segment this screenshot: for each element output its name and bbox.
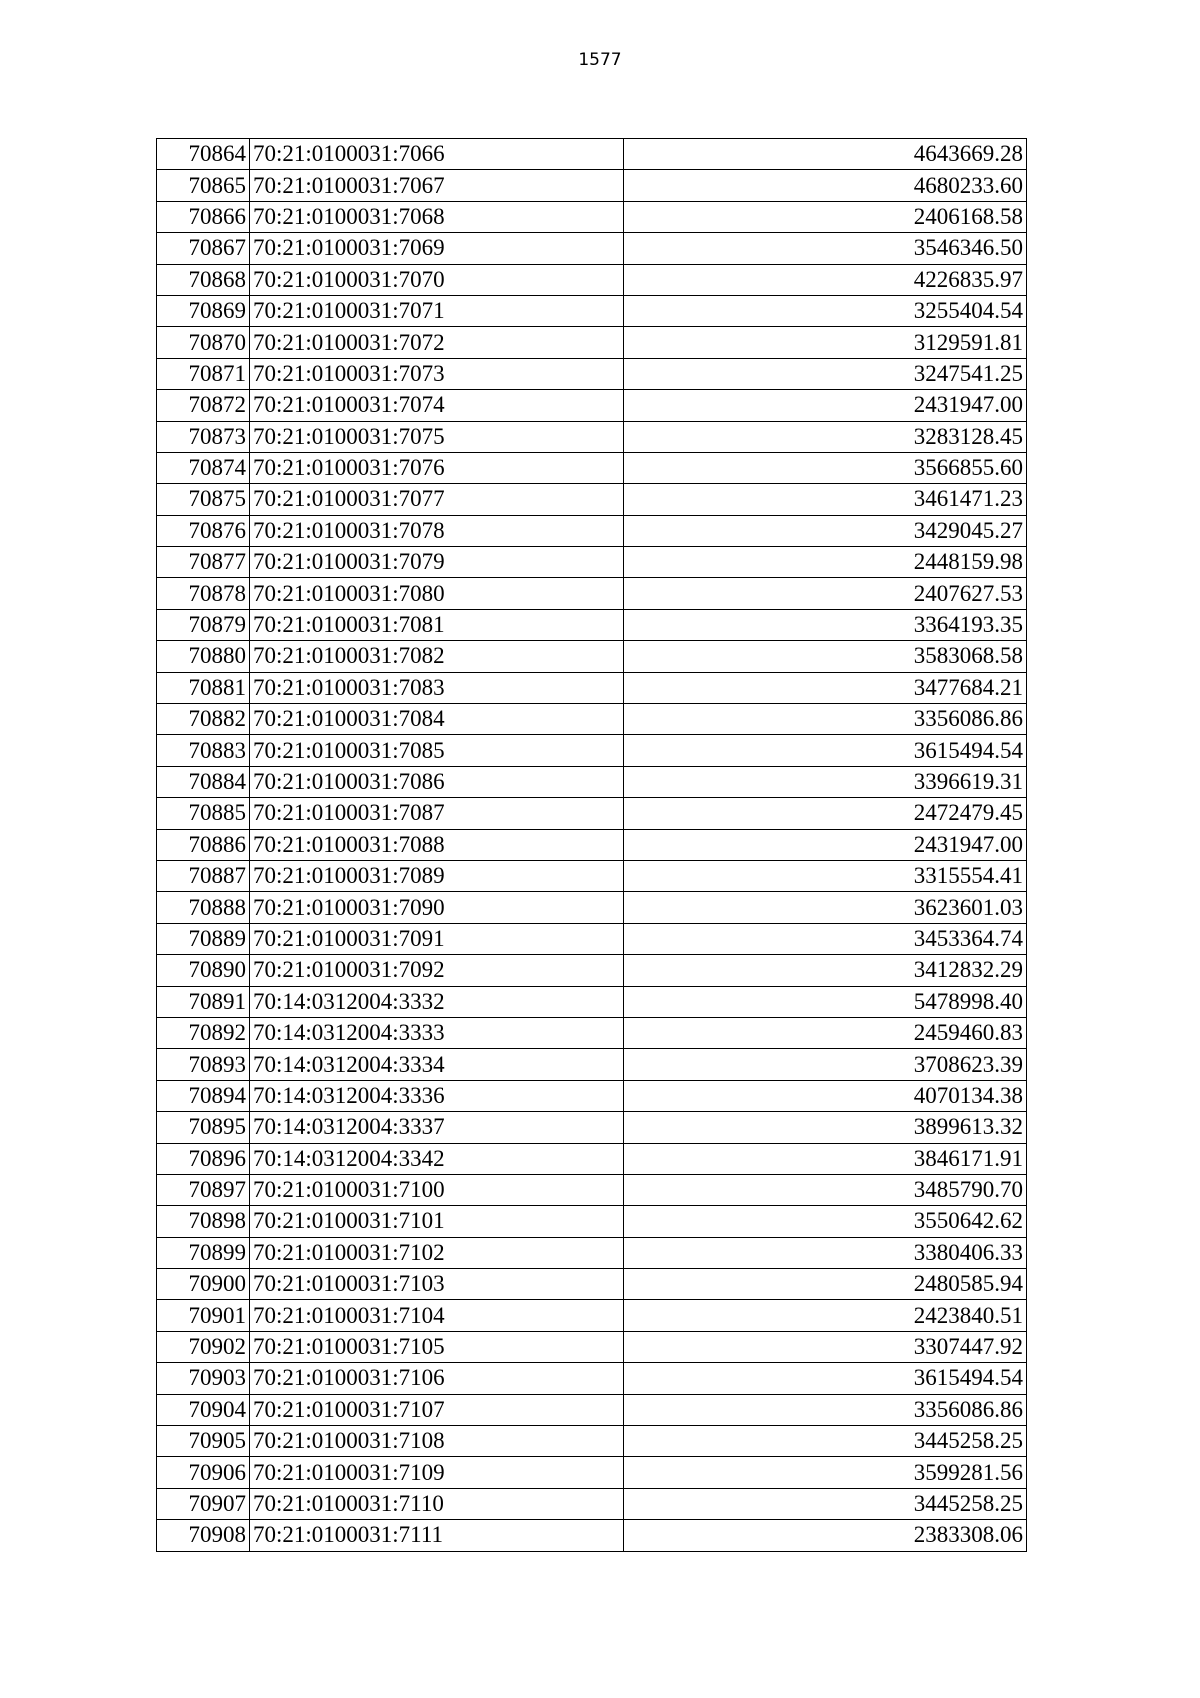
table-row (157, 1300, 1027, 1331)
table-row (157, 170, 1027, 201)
table-row (157, 390, 1027, 421)
page-number: 1577 (578, 50, 622, 70)
cadastral-value-cell: 3566855.60 (624, 452, 1027, 483)
cadastral-number-cell: 70:21:0100031:7109 (250, 1457, 624, 1488)
cadastral-number-cell: 70:21:0100031:7105 (250, 1331, 624, 1362)
cadastral-value-cell: 3396619.31 (624, 766, 1027, 797)
cadastral-value-cell: 2448159.98 (624, 547, 1027, 578)
table-row (157, 766, 1027, 797)
row-number-cell: 70897 (157, 1174, 250, 1205)
cadastral-value-cell: 2383308.06 (624, 1520, 1027, 1551)
cadastral-value-cell: 3247541.25 (624, 358, 1027, 389)
row-number-cell: 70895 (157, 1112, 250, 1143)
cadastral-number-cell: 70:21:0100031:7104 (250, 1300, 624, 1331)
table-row (157, 547, 1027, 578)
row-number-cell: 70875 (157, 484, 250, 515)
table-row (157, 1143, 1027, 1174)
cadastral-value-cell: 2480585.94 (624, 1269, 1027, 1300)
cadastral-number-cell: 70:21:0100031:7067 (250, 170, 624, 201)
row-number-cell: 70878 (157, 578, 250, 609)
table-row (157, 641, 1027, 672)
cadastral-value-cell: 2472479.45 (624, 798, 1027, 829)
row-number-cell: 70896 (157, 1143, 250, 1174)
cadastral-number-cell: 70:21:0100031:7106 (250, 1363, 624, 1394)
cadastral-value-cell: 4643669.28 (624, 139, 1027, 170)
cadastral-number-cell: 70:21:0100031:7070 (250, 264, 624, 295)
cadastral-number-cell: 70:21:0100031:7086 (250, 766, 624, 797)
cadastral-value-cell: 3599281.56 (624, 1457, 1027, 1488)
cadastral-number-cell: 70:21:0100031:7108 (250, 1426, 624, 1457)
cadastral-number-cell: 70:21:0100031:7072 (250, 327, 624, 358)
table-row (157, 955, 1027, 986)
row-number-cell: 70872 (157, 390, 250, 421)
cadastral-value-cell: 2431947.00 (624, 829, 1027, 860)
table-row (157, 1488, 1027, 1519)
row-number-cell: 70867 (157, 233, 250, 264)
cadastral-value-cell: 3615494.54 (624, 1363, 1027, 1394)
table-row (157, 1017, 1027, 1048)
row-number-cell: 70881 (157, 672, 250, 703)
cadastral-number-cell: 70:21:0100031:7066 (250, 139, 624, 170)
cadastral-number-cell: 70:21:0100031:7077 (250, 484, 624, 515)
cadastral-value-cell: 2459460.83 (624, 1017, 1027, 1048)
cadastral-number-cell: 70:21:0100031:7068 (250, 201, 624, 232)
cadastral-number-cell: 70:21:0100031:7074 (250, 390, 624, 421)
row-number-cell: 70873 (157, 421, 250, 452)
row-number-cell: 70884 (157, 766, 250, 797)
cadastral-value-cell: 3583068.58 (624, 641, 1027, 672)
row-number-cell: 70901 (157, 1300, 250, 1331)
cadastral-number-cell: 70:14:0312004:3337 (250, 1112, 624, 1143)
row-number-cell: 70866 (157, 201, 250, 232)
table-row (157, 1206, 1027, 1237)
cadastral-number-cell: 70:21:0100031:7103 (250, 1269, 624, 1300)
cadastral-number-cell: 70:14:0312004:3332 (250, 986, 624, 1017)
table-row (157, 892, 1027, 923)
table-row (157, 1269, 1027, 1300)
row-number-cell: 70869 (157, 295, 250, 326)
row-number-cell: 70880 (157, 641, 250, 672)
table-row (157, 1520, 1027, 1551)
row-number-cell: 70865 (157, 170, 250, 201)
row-number-cell: 70882 (157, 704, 250, 735)
cadastral-number-cell: 70:21:0100031:7083 (250, 672, 624, 703)
cadastral-value-cell: 3445258.25 (624, 1426, 1027, 1457)
table-row (157, 1394, 1027, 1425)
cadastral-number-cell: 70:21:0100031:7107 (250, 1394, 624, 1425)
row-number-cell: 70871 (157, 358, 250, 389)
row-number-cell: 70904 (157, 1394, 250, 1425)
cadastral-value-cell: 3899613.32 (624, 1112, 1027, 1143)
cadastral-number-cell: 70:14:0312004:3334 (250, 1049, 624, 1080)
row-number-cell: 70887 (157, 860, 250, 891)
cadastral-number-cell: 70:21:0100031:7078 (250, 515, 624, 546)
cadastral-value-cell: 3485790.70 (624, 1174, 1027, 1205)
table-row (157, 578, 1027, 609)
cadastral-value-cell: 3846171.91 (624, 1143, 1027, 1174)
table-row (157, 1080, 1027, 1111)
table-row (157, 986, 1027, 1017)
cadastral-number-cell: 70:21:0100031:7080 (250, 578, 624, 609)
cadastral-number-cell: 70:21:0100031:7110 (250, 1488, 624, 1519)
cadastral-value-cell: 3550642.62 (624, 1206, 1027, 1237)
table-row (157, 295, 1027, 326)
cadastral-number-cell: 70:21:0100031:7082 (250, 641, 624, 672)
row-number-cell: 70888 (157, 892, 250, 923)
table-body (157, 139, 1027, 1552)
table-row (157, 1457, 1027, 1488)
cadastral-number-cell: 70:21:0100031:7069 (250, 233, 624, 264)
row-number-cell: 70876 (157, 515, 250, 546)
table-row (157, 484, 1027, 515)
table-row (157, 860, 1027, 891)
row-number-cell: 70874 (157, 452, 250, 483)
table-row (157, 201, 1027, 232)
cadastral-number-cell: 70:21:0100031:7071 (250, 295, 624, 326)
row-number-cell: 70898 (157, 1206, 250, 1237)
table-row (157, 1049, 1027, 1080)
row-number-cell: 70868 (157, 264, 250, 295)
row-number-cell: 70905 (157, 1426, 250, 1457)
table-row (157, 672, 1027, 703)
table-row (157, 358, 1027, 389)
cadastral-number-cell: 70:21:0100031:7101 (250, 1206, 624, 1237)
cadastral-value-cell: 3356086.86 (624, 1394, 1027, 1425)
table-row (157, 829, 1027, 860)
row-number-cell: 70890 (157, 955, 250, 986)
cadastral-number-cell: 70:14:0312004:3336 (250, 1080, 624, 1111)
cadastral-value-cell: 5478998.40 (624, 986, 1027, 1017)
row-number-cell: 70894 (157, 1080, 250, 1111)
row-number-cell: 70906 (157, 1457, 250, 1488)
cadastral-number-cell: 70:21:0100031:7092 (250, 955, 624, 986)
cadastral-number-cell: 70:21:0100031:7089 (250, 860, 624, 891)
cadastral-value-cell: 4070134.38 (624, 1080, 1027, 1111)
table-row (157, 452, 1027, 483)
cadastral-value-cell: 3445258.25 (624, 1488, 1027, 1519)
table-row (157, 515, 1027, 546)
row-number-cell: 70889 (157, 923, 250, 954)
row-number-cell: 70902 (157, 1331, 250, 1362)
table-row (157, 264, 1027, 295)
cadastral-value-cell: 3708623.39 (624, 1049, 1027, 1080)
cadastral-number-cell: 70:21:0100031:7100 (250, 1174, 624, 1205)
row-number-cell: 70893 (157, 1049, 250, 1080)
table-row (157, 1426, 1027, 1457)
row-number-cell: 70870 (157, 327, 250, 358)
table-row (157, 1363, 1027, 1394)
row-number-cell: 70891 (157, 986, 250, 1017)
row-number-cell: 70892 (157, 1017, 250, 1048)
cadastral-number-cell: 70:21:0100031:7076 (250, 452, 624, 483)
table-row (157, 139, 1027, 170)
table-row (157, 327, 1027, 358)
cadastral-value-cell: 3129591.81 (624, 327, 1027, 358)
cadastral-value-cell: 2406168.58 (624, 201, 1027, 232)
row-number-cell: 70885 (157, 798, 250, 829)
cadastral-value-cell: 4680233.60 (624, 170, 1027, 201)
cadastral-value-cell: 3283128.45 (624, 421, 1027, 452)
row-number-cell: 70908 (157, 1520, 250, 1551)
cadastral-number-cell: 70:21:0100031:7081 (250, 609, 624, 640)
cadastral-number-cell: 70:21:0100031:7088 (250, 829, 624, 860)
cadastral-value-cell: 3623601.03 (624, 892, 1027, 923)
row-number-cell: 70877 (157, 547, 250, 578)
cadastral-value-cell: 3380406.33 (624, 1237, 1027, 1268)
cadastral-value-table (156, 138, 1027, 1552)
cadastral-value-cell: 3412832.29 (624, 955, 1027, 986)
table-row (157, 421, 1027, 452)
cadastral-value-cell: 2431947.00 (624, 390, 1027, 421)
table-row (157, 1112, 1027, 1143)
cadastral-number-cell: 70:21:0100031:7087 (250, 798, 624, 829)
table-row (157, 798, 1027, 829)
cadastral-number-cell: 70:21:0100031:7111 (250, 1520, 624, 1551)
cadastral-value-cell: 3461471.23 (624, 484, 1027, 515)
table-row (157, 1174, 1027, 1205)
cadastral-number-cell: 70:14:0312004:3342 (250, 1143, 624, 1174)
cadastral-value-cell: 3429045.27 (624, 515, 1027, 546)
row-number-cell: 70883 (157, 735, 250, 766)
cadastral-number-cell: 70:14:0312004:3333 (250, 1017, 624, 1048)
cadastral-value-cell: 3307447.92 (624, 1331, 1027, 1362)
cadastral-value-cell: 3546346.50 (624, 233, 1027, 264)
cadastral-value-cell: 4226835.97 (624, 264, 1027, 295)
cadastral-value-cell: 3255404.54 (624, 295, 1027, 326)
row-number-cell: 70879 (157, 609, 250, 640)
cadastral-number-cell: 70:21:0100031:7090 (250, 892, 624, 923)
row-number-cell: 70903 (157, 1363, 250, 1394)
cadastral-value-cell: 3356086.86 (624, 704, 1027, 735)
table-row (157, 1237, 1027, 1268)
cadastral-value-cell: 3477684.21 (624, 672, 1027, 703)
cadastral-number-cell: 70:21:0100031:7085 (250, 735, 624, 766)
row-number-cell: 70900 (157, 1269, 250, 1300)
cadastral-value-cell: 3615494.54 (624, 735, 1027, 766)
cadastral-number-cell: 70:21:0100031:7075 (250, 421, 624, 452)
cadastral-number-cell: 70:21:0100031:7084 (250, 704, 624, 735)
table-row (157, 704, 1027, 735)
row-number-cell: 70864 (157, 139, 250, 170)
row-number-cell: 70886 (157, 829, 250, 860)
table-row (157, 923, 1027, 954)
cadastral-value-cell: 3315554.41 (624, 860, 1027, 891)
cadastral-number-cell: 70:21:0100031:7102 (250, 1237, 624, 1268)
row-number-cell: 70899 (157, 1237, 250, 1268)
cadastral-number-cell: 70:21:0100031:7073 (250, 358, 624, 389)
cadastral-number-cell: 70:21:0100031:7079 (250, 547, 624, 578)
row-number-cell: 70907 (157, 1488, 250, 1519)
cadastral-value-cell: 2407627.53 (624, 578, 1027, 609)
table-row (157, 735, 1027, 766)
cadastral-value-cell: 3364193.35 (624, 609, 1027, 640)
cadastral-value-cell: 3453364.74 (624, 923, 1027, 954)
table-row (157, 1331, 1027, 1362)
table-row (157, 609, 1027, 640)
cadastral-number-cell: 70:21:0100031:7091 (250, 923, 624, 954)
cadastral-value-cell: 2423840.51 (624, 1300, 1027, 1331)
table-row (157, 233, 1027, 264)
